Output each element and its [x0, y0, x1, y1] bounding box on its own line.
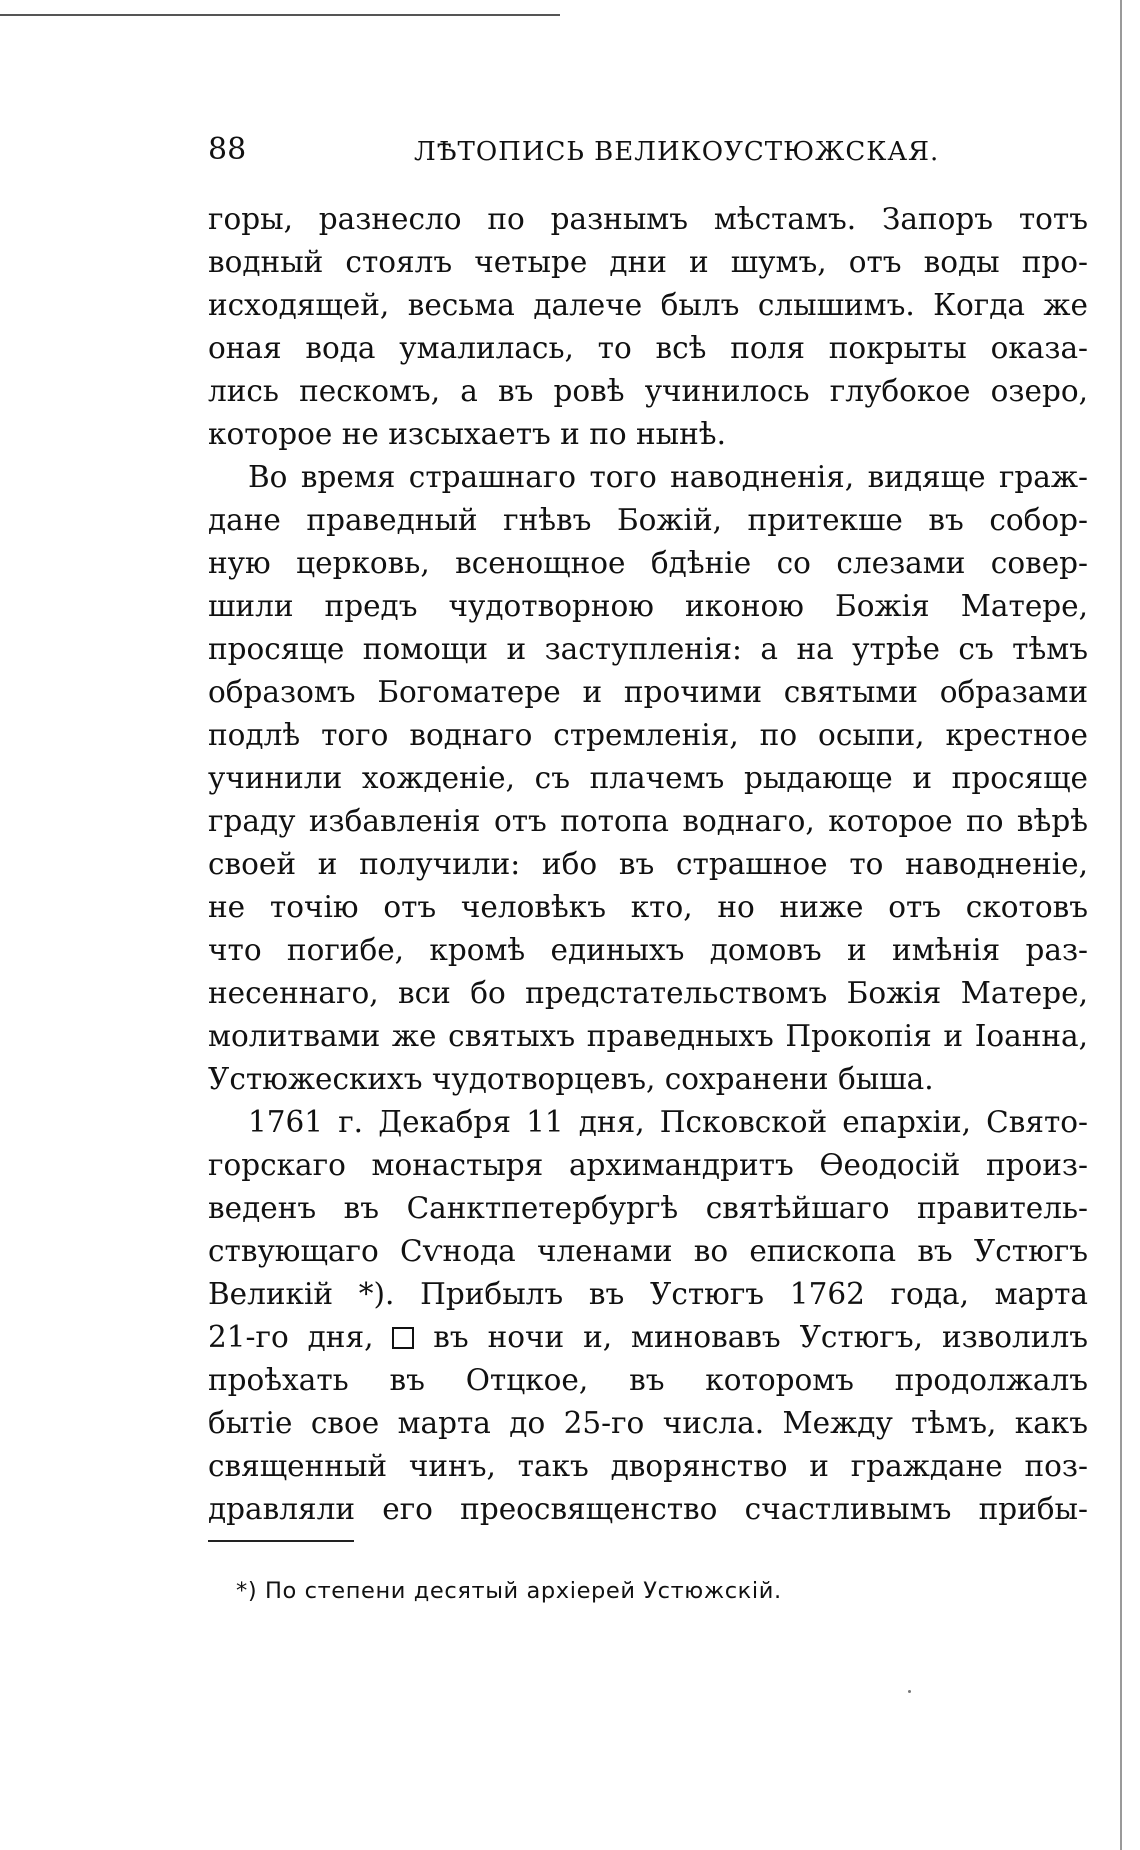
text-line: горскаго монастыря архимандритъ Ѳеодосій произ-: [208, 1148, 1088, 1182]
text-line: оная вода умалилась, то всѣ поля покрыты оказа-: [208, 331, 1088, 365]
text-line: шили предъ чудотворною иконою Божія Матере,: [208, 589, 1088, 623]
text-line: что погибе, кромѣ единыхъ домовъ и имѣнія раз-: [208, 933, 1088, 967]
text-line: молитвами же святыхъ праведныхъ Прокопія и Іоанна,: [208, 1019, 1088, 1053]
line-remainder: въ ночи и, миновавъ Устюгъ, изволилъ: [433, 1320, 1088, 1354]
scan-margin-line: [1120, 0, 1122, 1850]
text-line: подлѣ того воднаго стремленія, по осыпи, крестное: [208, 718, 1088, 752]
text-line: исходящей, весьма далече былъ слышимъ. Когда же: [208, 288, 1088, 322]
text-line: Великій *). Прибылъ въ Устюгъ 1762 года, марта: [208, 1277, 1088, 1311]
text-line: несеннаго, вси бо предстательствомъ Божія Матере,: [208, 976, 1088, 1010]
text-line: просяще помощи и заступленія: а на утрѣе съ тѣмъ: [208, 632, 1088, 666]
text-line: бытіе свое марта до 25-го числа. Между тѣмъ, какъ: [208, 1406, 1088, 1440]
text-line: граду избавленія отъ потопа воднаго, которое по вѣрѣ: [208, 804, 1088, 838]
square-mark-icon: [392, 1327, 414, 1349]
running-title: ЛѢТОПИСЬ ВЕЛИКОУСТЮЖСКАЯ.: [414, 137, 940, 167]
text-line: своей и получили: ибо въ страшное то наводненіе,: [208, 847, 1088, 881]
footnote: *) По степени десятый архіерей Устюжскій.: [236, 1578, 782, 1604]
footnote-separator: [208, 1540, 354, 1542]
date-prefix: 21-го дня,: [208, 1320, 374, 1354]
text-line: которое не изсыхаетъ и по нынѣ.: [208, 417, 726, 451]
text-line: священный чинъ, такъ дворянство и граждане поз-: [208, 1449, 1088, 1483]
text-line: водный стоялъ четыре дни и шумъ, отъ воды про-: [208, 245, 1088, 279]
text-line: дане праведный гнѣвъ Божій, притекше въ собор-: [208, 503, 1088, 537]
text-line: учинили хожденіе, съ плачемъ рыдающе и просяще: [208, 761, 1088, 795]
text-line: Устюжескихъ чудотворцевъ, сохранени быша.: [208, 1062, 934, 1096]
page-number: 88: [208, 132, 247, 167]
body-text: [208, 198, 1088, 1531]
text-line-with-mark: [208, 1316, 1088, 1359]
text-line: ную церковь, всенощное бдѣніе со слезами совер-: [208, 546, 1088, 580]
text-line: лись пескомъ, а въ ровѣ учинилось глубокое озеро,: [208, 374, 1088, 408]
scan-edge-rule: [0, 14, 560, 16]
text-line: ствующаго Сѵнода членами во епископа въ Устюгъ: [208, 1234, 1088, 1268]
text-line: образомъ Богоматере и прочими святыми образами: [208, 675, 1088, 709]
text-line: 1761 г. Декабря 11 дня, Псковской епархіи, Свято-: [248, 1105, 1088, 1139]
text-line: не точію отъ человѣкъ кто, но ниже отъ скотовъ: [208, 890, 1088, 924]
text-line: веденъ въ Санктпетербургѣ святѣйшаго правитель-: [208, 1191, 1088, 1225]
text-line: Во время страшнаго того наводненія, видяще граж-: [248, 460, 1088, 494]
text-line: горы, разнесло по разнымъ мѣстамъ. Запоръ тотъ: [208, 202, 1088, 236]
text-line: проѣхать въ Отцкое, въ которомъ продолжалъ: [208, 1363, 1088, 1397]
scan-speck: [908, 1690, 911, 1693]
text-line: дравляли его преосвященство счастливымъ прибы-: [208, 1492, 1088, 1526]
